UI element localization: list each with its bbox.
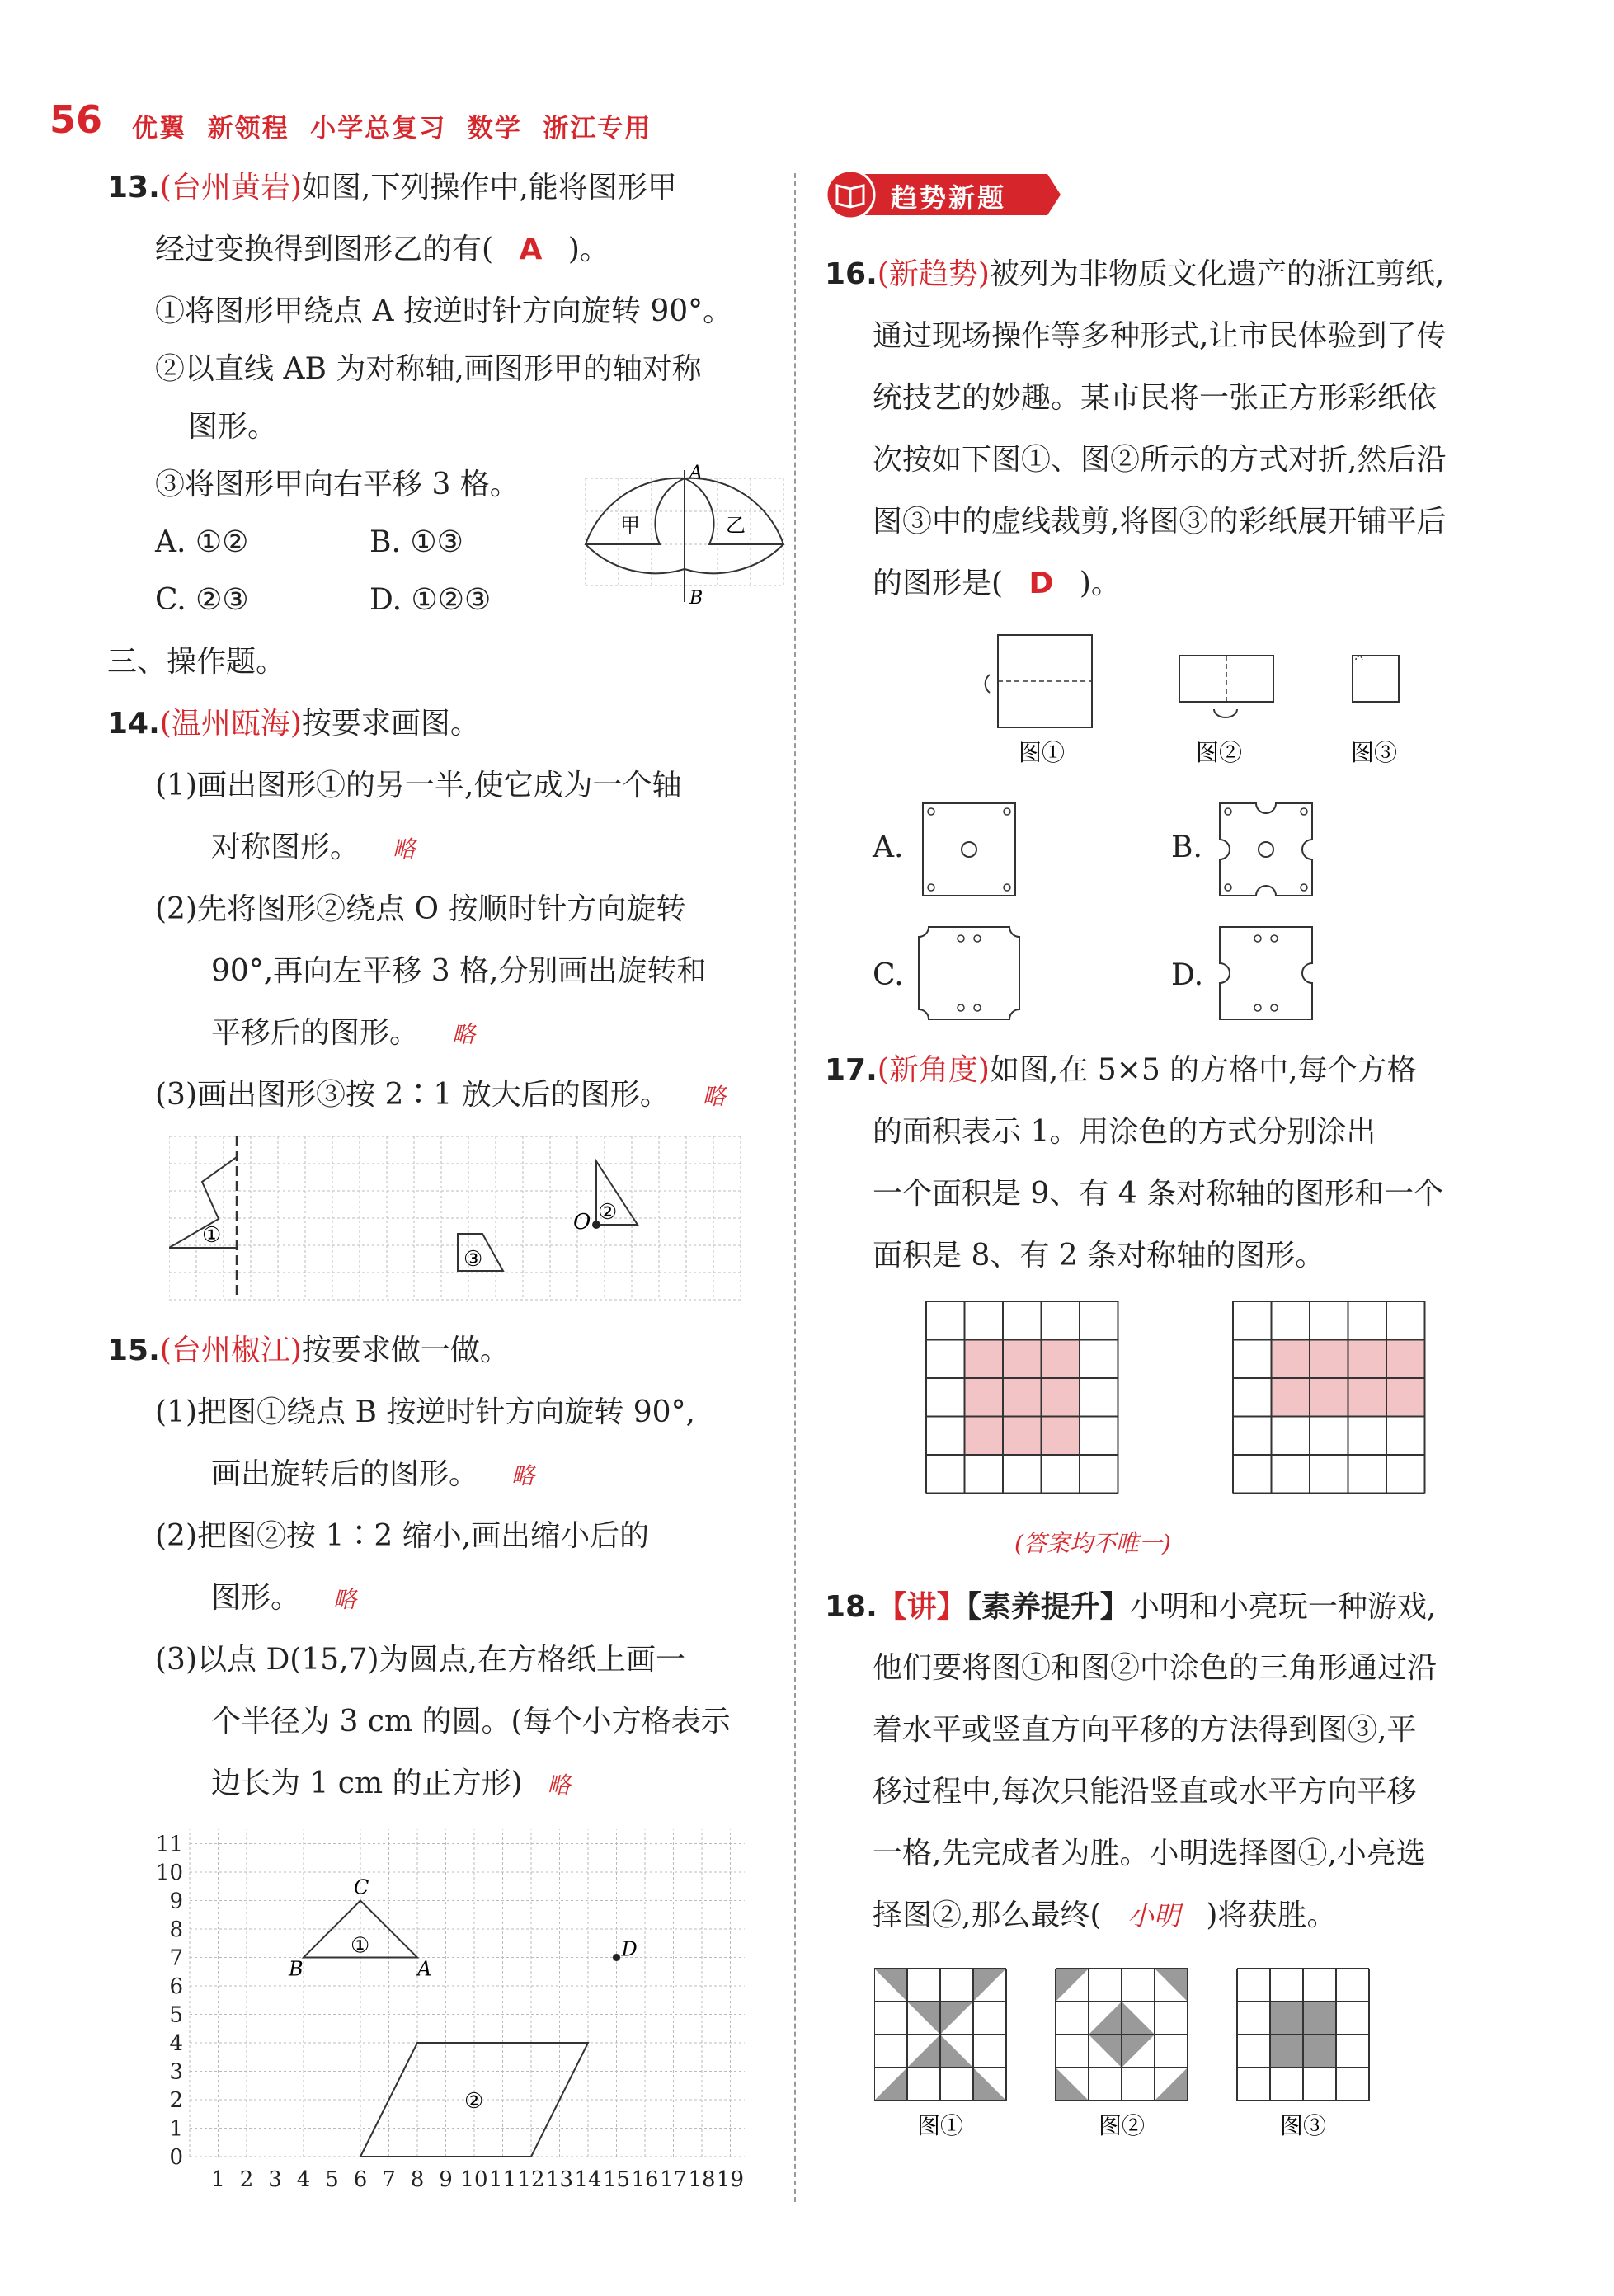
q16-line2: 通过现场操作等多种形式,让市民体验到了传 bbox=[873, 319, 1447, 353]
q14-p3 bbox=[155, 1064, 726, 1128]
q15-hw-2: 略 bbox=[333, 1586, 357, 1613]
q18-fig-label: 图③ bbox=[1279, 2112, 1327, 2139]
q14-hw-2: 略 bbox=[452, 1021, 476, 1048]
x-tick-label: 3 bbox=[268, 2167, 282, 2192]
q14-source-tag: (温州瓯海) bbox=[159, 707, 302, 741]
shaded-cell bbox=[1272, 1340, 1310, 1379]
q18-line5: 一格,先完成者为胜。小明选择图①,小亮选 bbox=[873, 1837, 1426, 1870]
q14-label-2: ② bbox=[598, 1200, 618, 1225]
q16-number: 16. bbox=[825, 257, 878, 291]
y-tick-label: 2 bbox=[169, 2088, 183, 2113]
x-tick-label: 5 bbox=[325, 2167, 339, 2192]
q14-line1 bbox=[107, 693, 480, 755]
q13-option-d: D. ①②③ bbox=[369, 583, 492, 617]
q17-grid-2 bbox=[1233, 1301, 1425, 1494]
q18-fig-label: 图② bbox=[1098, 2112, 1146, 2139]
q18-number: 18. bbox=[825, 1590, 878, 1624]
q14-label-o: O bbox=[573, 1210, 591, 1235]
q17-line4: 面积是 8、有 2 条对称轴的图形。 bbox=[873, 1239, 1325, 1273]
y-tick-label: 5 bbox=[169, 2002, 183, 2028]
q15-label-a: A bbox=[417, 1957, 432, 1981]
q18-line1 bbox=[825, 1575, 1436, 1639]
x-tick-label: 11 bbox=[488, 2167, 517, 2192]
q15-coordinate-figure bbox=[140, 1827, 751, 2198]
q18-answer: 小明 bbox=[1127, 1900, 1180, 1931]
q16-text6b: )。 bbox=[1079, 567, 1121, 600]
q13-option-c: C. ②③ bbox=[155, 583, 249, 617]
q15-hw-3: 略 bbox=[547, 1771, 571, 1799]
shaded-cell bbox=[1003, 1378, 1042, 1417]
x-tick-label: 6 bbox=[353, 2167, 368, 2192]
q15-label-c: C bbox=[354, 1875, 369, 1899]
q14-p1b bbox=[211, 816, 416, 881]
q14-p1b-text: 对称图形。 bbox=[211, 830, 360, 864]
q15-number: 15. bbox=[107, 1334, 160, 1367]
shaded-triangle bbox=[874, 2068, 907, 2101]
q16-fig3-cut bbox=[1356, 656, 1362, 660]
q14-number: 14. bbox=[107, 707, 160, 741]
book-title: 优翼 新领程 小学总复习 数学 浙江专用 bbox=[132, 114, 652, 144]
q14-p2a: (2)先将图形②绕点 O 按顺时针方向旋转 bbox=[155, 892, 686, 926]
shaded-cell bbox=[1272, 1378, 1310, 1417]
q17-source-tag: (新角度) bbox=[877, 1053, 990, 1087]
q18-tag-jiang: 【讲】 bbox=[877, 1589, 967, 1624]
q16-fig1-square bbox=[998, 635, 1092, 727]
q17-line2: 的面积表示 1。用涂色的方式分别涂出 bbox=[873, 1115, 1376, 1149]
shaded-cell bbox=[1003, 1340, 1042, 1379]
q18-figures bbox=[874, 1967, 1386, 2140]
shaded-triangle bbox=[1056, 1969, 1089, 2002]
q17-number: 17. bbox=[825, 1053, 878, 1087]
q15-p1b bbox=[211, 1443, 534, 1508]
q18-text6a: 择图②,那么最终( bbox=[873, 1898, 1102, 1932]
section-heading: 三、操作题。 bbox=[107, 645, 286, 679]
q16-option-b-figure bbox=[1216, 800, 1315, 899]
q16-source-tag: (新趋势) bbox=[877, 257, 990, 291]
shaded-triangle bbox=[1155, 1969, 1188, 2002]
shaded-cell bbox=[1348, 1340, 1387, 1379]
q18-text6b: )将获胜。 bbox=[1206, 1898, 1337, 1932]
q13-source-tag: (台州黄岩) bbox=[159, 171, 302, 205]
shaded-cell bbox=[1310, 1378, 1348, 1417]
q16-fold-figures bbox=[957, 627, 1419, 775]
q13-point-b: B bbox=[689, 588, 703, 609]
shaded-cell bbox=[1042, 1340, 1080, 1379]
page-number: 56 bbox=[49, 97, 103, 142]
x-tick-label: 9 bbox=[439, 2167, 453, 2192]
q16-fig3-label: 图③ bbox=[1351, 739, 1398, 766]
q16-fig2-rect bbox=[1179, 656, 1273, 702]
q16-line4: 次按如下图①、图②所示的方式对折,然后沿 bbox=[873, 443, 1447, 477]
q13-line2 bbox=[155, 219, 609, 281]
y-tick-label: 7 bbox=[169, 1945, 183, 1971]
q15-label-shape1: ① bbox=[351, 1933, 370, 1959]
q15-p3c-text: 边长为 1 cm 的正方形) bbox=[211, 1767, 523, 1800]
x-tick-label: 17 bbox=[659, 2167, 688, 2192]
x-tick-label: 2 bbox=[239, 2167, 254, 2192]
q14-grid bbox=[169, 1136, 741, 1300]
x-tick-label: 10 bbox=[460, 2167, 488, 2192]
q13-figure bbox=[577, 462, 808, 610]
y-tick-label: 1 bbox=[169, 2116, 183, 2142]
q13-op3: ③将图形甲向右平移 3 格。 bbox=[155, 468, 520, 501]
q17-line1 bbox=[825, 1039, 1417, 1102]
x-tick-label: 14 bbox=[574, 2167, 602, 2192]
q15-p3a: (3)以点 D(15,7)为圆点,在方格纸上画一 bbox=[155, 1643, 685, 1677]
q13-number: 13. bbox=[107, 171, 160, 205]
q14-p2c bbox=[211, 1002, 475, 1066]
book-icon bbox=[835, 181, 866, 209]
q15-p2a: (2)把图②按 1∶2 缩小,画出缩小后的 bbox=[155, 1519, 650, 1553]
q13-option-b: B. ①③ bbox=[369, 525, 463, 559]
x-tick-label: 15 bbox=[602, 2167, 631, 2192]
q15-source-tag: (台州椒江) bbox=[159, 1334, 302, 1367]
shaded-cell bbox=[1386, 1378, 1425, 1417]
x-tick-label: 13 bbox=[545, 2167, 574, 2192]
q16-answer: D bbox=[1028, 567, 1054, 600]
q18-line2: 他们要将图①和图②中涂色的三角形通过沿 bbox=[873, 1651, 1438, 1685]
y-tick-label: 6 bbox=[169, 1974, 183, 1999]
x-tick-label: 12 bbox=[517, 2167, 545, 2192]
q16-option-d-label: D. bbox=[1171, 958, 1204, 992]
shaded-triangle bbox=[1155, 2068, 1188, 2101]
shaded-cell bbox=[965, 1340, 1004, 1379]
shaded-cell bbox=[1348, 1378, 1387, 1417]
shaded-cell bbox=[1310, 1340, 1348, 1379]
q16-fig1-arrow bbox=[986, 675, 990, 693]
trend-banner-text: 趋势新题 bbox=[891, 182, 1007, 214]
q16-line5: 图③中的虚线裁剪,将图③的彩纸展开铺平后 bbox=[873, 505, 1447, 539]
q13-op2b: 图形。 bbox=[188, 410, 278, 444]
q18-fig-label: 图① bbox=[916, 2112, 964, 2139]
q16-option-c-label: C. bbox=[873, 958, 904, 992]
q15-label-d: D bbox=[621, 1937, 638, 1961]
shaded-cell bbox=[1042, 1417, 1080, 1456]
q16-option-c-figure bbox=[915, 924, 1023, 1023]
q18-grid-3 bbox=[1237, 1969, 1369, 2101]
q15-text: 按要求做一做。 bbox=[301, 1334, 510, 1367]
q16-line3: 统技艺的妙趣。某市民将一张正方形彩纸依 bbox=[873, 381, 1438, 415]
q15-line1 bbox=[107, 1320, 510, 1382]
q13-text2a: 经过变换得到图形乙的有( bbox=[155, 233, 494, 266]
y-tick-label: 9 bbox=[169, 1889, 183, 1914]
q13-label-jia: 甲 bbox=[620, 514, 640, 537]
x-tick-label: 8 bbox=[410, 2167, 425, 2192]
y-tick-label: 4 bbox=[169, 2031, 183, 2056]
q14-p2b: 90°,再向左平移 3 格,分别画出旋转和 bbox=[211, 954, 707, 988]
q15-label-shape2: ② bbox=[464, 2089, 484, 2114]
q14-text: 按要求画图。 bbox=[301, 707, 480, 741]
q13-op1: ①将图形甲绕点 A 按逆时针方向旋转 90°。 bbox=[155, 294, 733, 328]
q17-line3: 一个面积是 9、有 4 条对称轴的图形和一个 bbox=[873, 1177, 1444, 1211]
q18-line6 bbox=[873, 1884, 1336, 1947]
q16-fig2-label: 图② bbox=[1196, 739, 1243, 766]
q17-grid-1 bbox=[926, 1301, 1118, 1494]
q18-line3: 着水平或竖直方向平移的方法得到图③,平 bbox=[873, 1713, 1417, 1747]
q18-line4: 移过程中,每次只能沿竖直或水平方向平移 bbox=[873, 1775, 1417, 1809]
q14-hw-3: 略 bbox=[702, 1083, 726, 1110]
q15-point-d bbox=[613, 1954, 620, 1961]
shaded-cell bbox=[1003, 1417, 1042, 1456]
shaded-triangle bbox=[874, 1969, 907, 2002]
q13-line1 bbox=[107, 157, 677, 219]
q13-op2a: ②以直线 AB 为对称轴,画图形甲的轴对称 bbox=[155, 352, 702, 386]
q14-p3-text: (3)画出图形③按 2∶1 放大后的图形。 bbox=[155, 1078, 670, 1112]
q15-p1b-text: 画出旋转后的图形。 bbox=[211, 1457, 479, 1491]
x-tick-label: 1 bbox=[211, 2167, 225, 2192]
y-tick-label: 8 bbox=[169, 1917, 183, 1942]
q13-option-a: A. ①② bbox=[155, 525, 249, 559]
q15-hw-1: 略 bbox=[511, 1462, 535, 1489]
trend-banner bbox=[825, 169, 1064, 220]
q15-p2b bbox=[211, 1567, 356, 1631]
shaded-triangle bbox=[973, 2068, 1006, 2101]
q15-p1a: (1)把图①绕点 B 按逆时针方向旋转 90°, bbox=[155, 1395, 696, 1429]
q13-text2b: )。 bbox=[567, 233, 609, 266]
q18-grid-2 bbox=[1056, 1969, 1188, 2101]
shaded-cell bbox=[1386, 1340, 1425, 1379]
q16-fig3-square bbox=[1353, 656, 1399, 702]
q15-p2b-text: 图形。 bbox=[211, 1581, 301, 1615]
q15-p3b: 个半径为 3 cm 的圆。(每个小方格表示 bbox=[211, 1705, 731, 1738]
q16-option-b-label: B. bbox=[1171, 830, 1202, 864]
shaded-cell bbox=[1042, 1378, 1080, 1417]
x-tick-label: 7 bbox=[382, 2167, 396, 2192]
x-tick-label: 4 bbox=[296, 2167, 311, 2192]
q14-p2c-text: 平移后的图形。 bbox=[211, 1016, 420, 1050]
q16-option-d-figure bbox=[1216, 924, 1315, 1023]
x-tick-label: 16 bbox=[631, 2167, 659, 2192]
q17-text1: 如图,在 5×5 的方格中,每个方格 bbox=[989, 1053, 1417, 1087]
y-tick-label: 0 bbox=[169, 2145, 183, 2170]
shaded-cell bbox=[965, 1417, 1004, 1456]
q18-tag-suyang: 【素养提升】 bbox=[966, 1589, 1130, 1624]
q18-grid-1 bbox=[874, 1969, 1006, 2101]
shaded-triangle bbox=[1056, 2068, 1089, 2101]
x-tick-label: 18 bbox=[688, 2167, 716, 2192]
q16-line1 bbox=[825, 243, 1444, 306]
q14-grid-figure bbox=[169, 1136, 755, 1301]
q13-label-yi: 乙 bbox=[726, 514, 746, 537]
q14-hw-1: 略 bbox=[393, 835, 416, 863]
q13-text1: 如图,下列操作中,能将图形甲 bbox=[301, 171, 677, 205]
y-tick-label: 3 bbox=[169, 2059, 183, 2085]
q13-point-a: A bbox=[689, 463, 703, 483]
q16-text1: 被列为非物质文化遗产的浙江剪纸, bbox=[989, 257, 1445, 291]
shaded-cell bbox=[965, 1378, 1004, 1417]
q15-label-b: B bbox=[289, 1957, 304, 1981]
q14-p1a: (1)画出图形①的另一半,使它成为一个轴 bbox=[155, 769, 682, 802]
q14-label-3: ③ bbox=[463, 1247, 483, 1272]
q16-option-a-label: A. bbox=[873, 830, 904, 864]
x-tick-label: 19 bbox=[716, 2167, 745, 2192]
y-tick-label: 11 bbox=[155, 1832, 183, 1857]
q14-label-1: ① bbox=[202, 1223, 222, 1248]
q17-note: (答案均不唯一) bbox=[1014, 1530, 1171, 1557]
q15-p3c bbox=[211, 1753, 571, 1817]
q16-option-a-figure bbox=[920, 800, 1019, 899]
q16-fig1-label: 图① bbox=[1019, 739, 1066, 766]
shaded-triangle bbox=[973, 1969, 1006, 2002]
q18-text1: 小明和小亮玩一种游戏, bbox=[1129, 1590, 1437, 1624]
y-tick-label: 10 bbox=[155, 1861, 183, 1885]
q15-axis-labels bbox=[156, 1833, 744, 2193]
q13-answer: A bbox=[519, 233, 543, 266]
q17-grids bbox=[924, 1299, 1435, 1505]
q16-line6 bbox=[873, 553, 1121, 615]
q16-fig2-arrow bbox=[1214, 709, 1237, 718]
q16-text6a: 的图形是( bbox=[873, 567, 1004, 600]
